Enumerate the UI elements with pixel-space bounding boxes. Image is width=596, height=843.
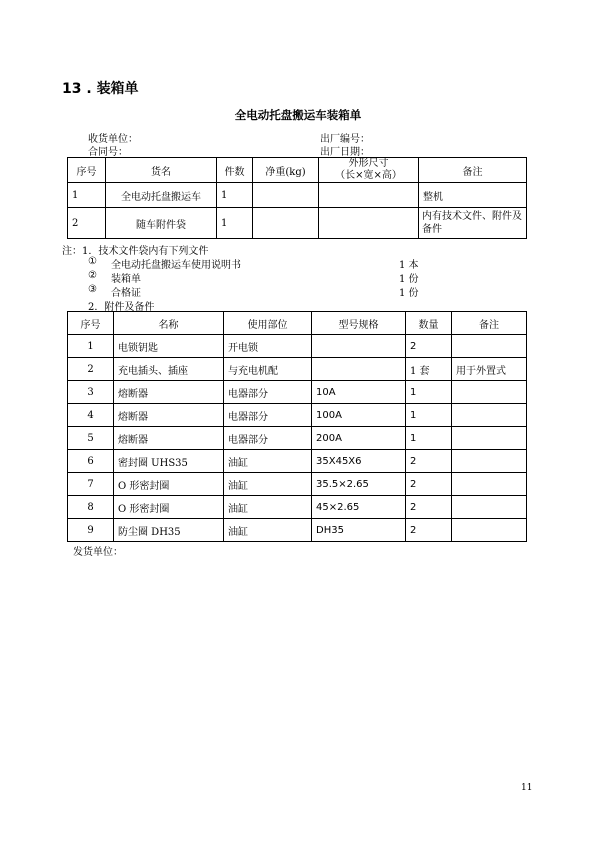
page-number: 11 [521,783,533,793]
cell-model: DH35 [312,519,406,542]
cell-remark [452,496,527,519]
cell-name: 熔断器 [114,404,224,427]
header-cell: 使用部位 [224,312,312,335]
cell-part: 油缸 [224,473,312,496]
cell-name: 熔断器 [114,427,224,450]
note-intro: 注：1．技术文件袋内有下列文件 [62,246,209,257]
cell-name: 密封圈 UHS35 [114,450,224,473]
header-cell: 序号 [68,312,114,335]
table-row [68,208,527,239]
cell-qty: 1 [406,381,452,404]
header-cell: 货名 [106,158,217,183]
cell-qty: 2 [406,450,452,473]
cell-qty: 1 [406,427,452,450]
cell-remark [452,427,527,450]
cell-no: 8 [68,496,114,519]
contract-label: 合同号： [88,147,128,158]
section-number: 13 [62,81,82,97]
header-cell: 序号 [68,158,106,183]
table-row [68,358,527,381]
table-row [68,335,527,358]
shipper-label: 发货单位： [73,547,123,558]
cell-no: 1 [68,335,114,358]
cell-model: 35.5×2.65 [312,473,406,496]
receiver-label: 收货单位： [88,134,138,145]
table-header-row [68,312,527,335]
file-mark: ① [88,256,97,267]
cell-part: 油缸 [224,496,312,519]
header-cell: 名称 [114,312,224,335]
cell-part: 电器部分 [224,381,312,404]
table-row [68,381,527,404]
accessories-table [67,311,527,542]
cell-model: 200A [312,427,406,450]
cell-remark: 用于外置式 [452,358,527,381]
cell-remark [452,381,527,404]
cell-part: 电器部分 [224,404,312,427]
cell-qty: 1 [406,404,452,427]
cell-no: 4 [68,404,114,427]
cell-remark [452,335,527,358]
cell-no: 3 [68,381,114,404]
header-cell-size: 外形尺寸 （长×宽×高） [319,158,419,183]
file-qty: 1 本 [399,260,419,271]
cell-no: 2 [68,208,106,239]
cell-model: 10A [312,381,406,404]
file-qty: 1 份 [399,274,419,285]
cell-size [319,183,419,208]
factory-no-label: 出厂编号： [320,134,370,145]
cell-qty: 2 [406,473,452,496]
cell-model: 35X45X6 [312,450,406,473]
cell-part: 开电锁 [224,335,312,358]
file-qty: 1 份 [399,288,419,299]
cell-name: 随车附件袋 [106,208,217,239]
cell-remark: 整机 [419,183,527,208]
table-row [68,450,527,473]
header-cell: 备注 [419,158,527,183]
cell-qty: 2 [406,335,452,358]
header-cell: 净重(kg) [253,158,319,183]
table-row [68,519,527,542]
cell-remark [452,450,527,473]
cell-size [319,208,419,239]
cell-no: 7 [68,473,114,496]
note-item2: 2．附件及备件 [88,302,155,313]
cell-name: O 形密封圈 [114,496,224,519]
table-row [68,473,527,496]
cell-name: O 形密封圈 [114,473,224,496]
cell-name: 充电插头、插座 [114,358,224,381]
factory-date-label: 出厂日期： [320,147,370,158]
cell-name: 防尘圈 DH35 [114,519,224,542]
cell-no: 2 [68,358,114,381]
cell-remark: 内有技术文件、附件及备件 [419,208,527,239]
cell-part: 与充电机配 [224,358,312,381]
header-cell: 型号规格 [312,312,406,335]
table-row [68,496,527,519]
cell-weight [253,208,319,239]
cell-part: 油缸 [224,450,312,473]
table-row [68,183,527,208]
packing-table [67,157,527,239]
cell-no: 5 [68,427,114,450]
header-cell: 件数 [217,158,253,183]
cell-qty: 1 [217,208,253,239]
cell-part: 电器部分 [224,427,312,450]
cell-no: 9 [68,519,114,542]
table-row [68,404,527,427]
table-row [68,427,527,450]
file-name: 装箱单 [111,274,141,285]
cell-part: 油缸 [224,519,312,542]
cell-model: 45×2.65 [312,496,406,519]
cell-name: 电锁钥匙 [114,335,224,358]
cell-qty: 2 [406,519,452,542]
cell-remark [452,519,527,542]
file-name: 全电动托盘搬运车使用说明书 [111,260,241,271]
cell-model [312,358,406,381]
header-cell: 备注 [452,312,527,335]
file-mark: ② [88,270,97,281]
document-title: 全电动托盘搬运车装箱单 [234,108,362,122]
cell-name: 全电动托盘搬运车 [106,183,217,208]
cell-qty: 1 套 [406,358,452,381]
cell-model: 100A [312,404,406,427]
cell-remark [452,473,527,496]
cell-no: 6 [68,450,114,473]
file-name: 合格证 [111,288,141,299]
cell-remark [452,404,527,427]
cell-weight [253,183,319,208]
table-header-row [68,158,527,183]
cell-model [312,335,406,358]
cell-qty: 2 [406,496,452,519]
file-mark: ③ [88,284,97,295]
section-title: 装箱单 [96,81,139,97]
cell-no: 1 [68,183,106,208]
cell-qty: 1 [217,183,253,208]
header-cell: 数量 [406,312,452,335]
cell-name: 熔断器 [114,381,224,404]
section-heading: 13 . 装箱单 [62,81,139,97]
